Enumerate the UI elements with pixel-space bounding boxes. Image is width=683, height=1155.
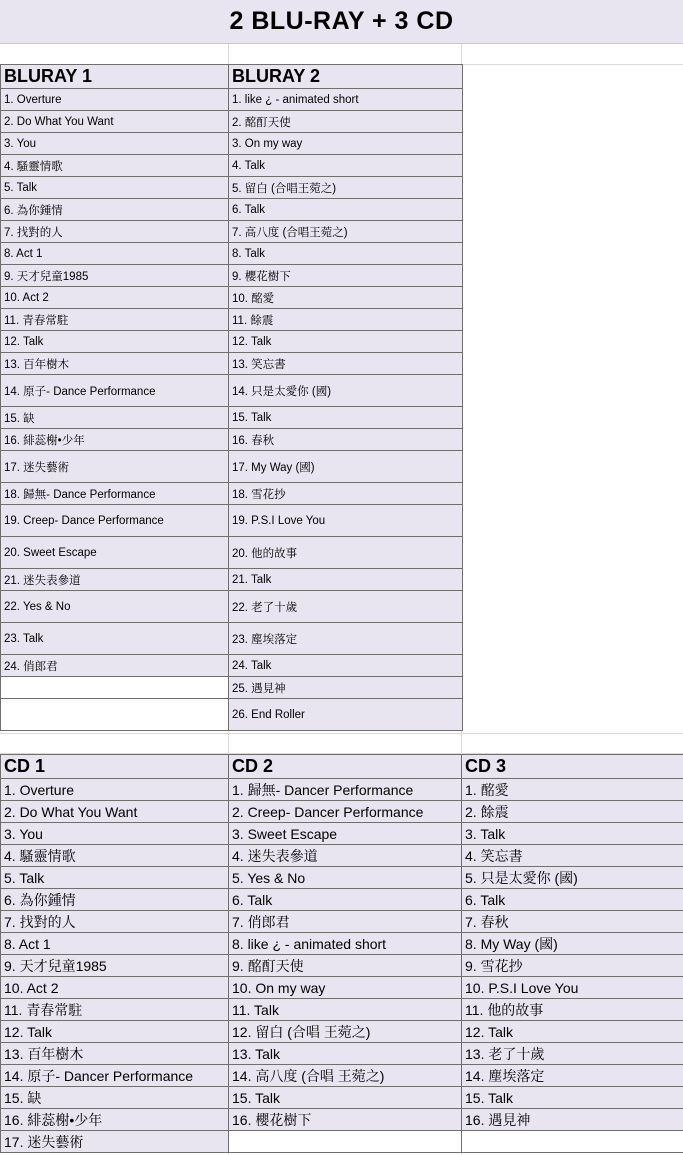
bluray-row (1, 407, 463, 429)
cd-1-track-cell[interactable]: 2. Do What You Want (1, 801, 229, 823)
bluray-1-track-cell[interactable]: 7. 找對的人 (1, 221, 229, 243)
bluray-1-track-cell[interactable]: 5. Talk (1, 177, 229, 199)
bluray-row (1, 505, 463, 537)
bluray-row (1, 331, 463, 353)
cd-3-track-cell[interactable]: 15. Talk (462, 1087, 683, 1109)
cd-row (1, 955, 683, 977)
bluray-1-track-cell[interactable]: 23. Talk (1, 623, 229, 655)
bluray-row (1, 429, 463, 451)
cd-3-track-cell[interactable]: 14. 塵埃落定 (462, 1065, 683, 1087)
bluray-1-track-cell[interactable]: 1. Overture (1, 89, 229, 111)
cd-1-track-cell[interactable]: 6. 為你鍾情 (1, 889, 229, 911)
bluray-row (1, 655, 463, 677)
bluray-1-track-cell[interactable]: 3. You (1, 133, 229, 155)
bluray-2-track-cell[interactable]: 12. Talk (229, 331, 463, 353)
cd-3-track-cell[interactable] (462, 1131, 683, 1153)
bluray-2-track-cell[interactable]: 21. Talk (229, 569, 463, 591)
bluray-row (1, 677, 463, 699)
cd-3-track-cell[interactable]: 3. Talk (462, 823, 683, 845)
bluray-2-track-cell[interactable]: 10. 酩愛 (229, 287, 463, 309)
cd-3-track-cell[interactable]: 9. 雪花抄 (462, 955, 683, 977)
cd-3-track-cell[interactable]: 10. P.S.I Love You (462, 977, 683, 999)
cd-2-track-cell[interactable]: 5. Yes & No (229, 867, 462, 889)
bluray-2-track-cell[interactable]: 15. Talk (229, 407, 463, 429)
bluray-row (1, 623, 463, 655)
page-title: 2 BLU-RAY + 3 CD (0, 0, 683, 44)
cd-1-track-cell[interactable]: 15. 缺 (1, 1087, 229, 1109)
cd-row (1, 1065, 683, 1087)
bluray-1-track-cell[interactable]: 8. Act 1 (1, 243, 229, 265)
bluray-1-track-cell[interactable]: 6. 為你鍾情 (1, 199, 229, 221)
bluray-row (1, 199, 463, 221)
bluray-1-track-cell[interactable]: 16. 緋蕊榭•少年 (1, 429, 229, 451)
bluray-1-track-cell[interactable]: 4. 騷靈情歌 (1, 155, 229, 177)
cd-2-track-cell[interactable]: 1. 歸無- Dancer Performance (229, 779, 462, 801)
cd-1-track-cell[interactable]: 13. 百年樹木 (1, 1043, 229, 1065)
bluray-2-track-cell[interactable]: 18. 雪花抄 (229, 483, 463, 505)
cd-3-track-cell[interactable]: 2. 餘震 (462, 801, 683, 823)
bluray-1-track-cell[interactable]: 2. Do What You Want (1, 111, 229, 133)
bluray-2-track-cell[interactable]: 17. My Way (國) (229, 451, 463, 483)
cd-1-track-cell[interactable]: 14. 原子- Dancer Performance (1, 1065, 229, 1087)
cd-row (1, 1043, 683, 1065)
cd-2-track-cell[interactable]: 14. 高八度 (合唱 王菀之) (229, 1065, 462, 1087)
bluray-row (1, 591, 463, 623)
bluray-1-track-cell[interactable]: 12. Talk (1, 331, 229, 353)
cd-2-track-cell[interactable]: 9. 酩酊天使 (229, 955, 462, 977)
bluray-row (1, 265, 463, 287)
bluray-2-track-cell[interactable]: 23. 塵埃落定 (229, 623, 463, 655)
bluray-1-track-cell[interactable] (1, 699, 229, 731)
bluray-row (1, 569, 463, 591)
bluray-2-track-cell[interactable]: 24. Talk (229, 655, 463, 677)
bluray-1-track-cell[interactable]: 21. 迷失表參道 (1, 569, 229, 591)
cd-3-track-cell[interactable]: 6. Talk (462, 889, 683, 911)
bluray-row (1, 133, 463, 155)
bluray-row (1, 243, 463, 265)
bluray-2-track-cell[interactable]: 16. 春秋 (229, 429, 463, 451)
cd-2-track-cell[interactable]: 7. 俏郎君 (229, 911, 462, 933)
cd-row (1, 779, 683, 801)
cd-row (1, 1131, 683, 1153)
bluray-2-track-cell[interactable]: 14. 只是太愛你 (國) (229, 375, 463, 407)
bluray-2-track-cell[interactable]: 2. 酩酊天使 (229, 111, 463, 133)
bluray-2-track-cell[interactable]: 25. 遇見神 (229, 677, 463, 699)
bluray-2-track-cell[interactable]: 11. 餘震 (229, 309, 463, 331)
cd-1-track-cell[interactable]: 1. Overture (1, 779, 229, 801)
bluray-table (0, 64, 463, 731)
bluray-row (1, 699, 463, 731)
bluray-2-track-cell[interactable]: 1. like ¿ - animated short (229, 89, 463, 111)
grid-row-line (0, 733, 683, 734)
bluray-1-track-cell[interactable]: 22. Yes & No (1, 591, 229, 623)
cd-2-track-cell[interactable]: 10. On my way (229, 977, 462, 999)
bluray-2-track-cell[interactable]: 26. End Roller (229, 699, 463, 731)
cd-3-track-cell[interactable]: 5. 只是太愛你 (國) (462, 867, 683, 889)
cd-1-track-cell[interactable]: 17. 迷失藝術 (1, 1131, 229, 1153)
bluray-2-track-cell[interactable]: 4. Talk (229, 155, 463, 177)
bluray-2-track-cell[interactable]: 3. On my way (229, 133, 463, 155)
cd-1-track-cell[interactable]: 9. 天才兒童1985 (1, 955, 229, 977)
cd-row (1, 933, 683, 955)
cd-3-track-cell[interactable]: 11. 他的故事 (462, 999, 683, 1021)
cd-2-track-cell[interactable]: 3. Sweet Escape (229, 823, 462, 845)
cd-row (1, 845, 683, 867)
cd-row (1, 999, 683, 1021)
bluray-1-track-cell[interactable]: 14. 原子- Dance Performance (1, 375, 229, 407)
cd-3-track-cell[interactable]: 4. 笑忘書 (462, 845, 683, 867)
cd-1-track-cell[interactable]: 8. Act 1 (1, 933, 229, 955)
bluray-1-track-cell[interactable]: 24. 俏郎君 (1, 655, 229, 677)
cd-2-track-cell[interactable]: 4. 迷失表參道 (229, 845, 462, 867)
cd-row (1, 823, 683, 845)
bluray-1-track-cell[interactable]: 10. Act 2 (1, 287, 229, 309)
bluray-row (1, 111, 463, 133)
bluray-row (1, 309, 463, 331)
cd-1-track-cell[interactable]: 3. You (1, 823, 229, 845)
bluray-1-header[interactable]: BLURAY 1 (1, 65, 229, 89)
cd-row (1, 801, 683, 823)
cd-1-header[interactable]: CD 1 (1, 755, 229, 779)
cd-3-track-cell[interactable]: 16. 遇見神 (462, 1109, 683, 1131)
cd-2-track-cell[interactable]: 11. Talk (229, 999, 462, 1021)
bluray-1-track-cell[interactable]: 9. 天才兒童1985 (1, 265, 229, 287)
bluray-row (1, 483, 463, 505)
bluray-2-header[interactable]: BLURAY 2 (229, 65, 463, 89)
cd-2-track-cell[interactable]: 16. 櫻花樹下 (229, 1109, 462, 1131)
cd-3-track-cell[interactable]: 1. 酩愛 (462, 779, 683, 801)
bluray-1-track-cell[interactable]: 20. Sweet Escape (1, 537, 229, 569)
bluray-row (1, 177, 463, 199)
bluray-row (1, 375, 463, 407)
bluray-row (1, 287, 463, 309)
bluray-2-track-cell[interactable]: 5. 留白 (合唱王菀之) (229, 177, 463, 199)
cd-row (1, 911, 683, 933)
cd-row (1, 867, 683, 889)
cd-2-track-cell[interactable]: 13. Talk (229, 1043, 462, 1065)
bluray-1-track-cell[interactable]: 13. 百年樹木 (1, 353, 229, 375)
cd-1-track-cell[interactable]: 11. 青春常駐 (1, 999, 229, 1021)
cd-1-track-cell[interactable]: 12. Talk (1, 1021, 229, 1043)
cd-1-track-cell[interactable]: 7. 找對的人 (1, 911, 229, 933)
cd-table (0, 754, 683, 1153)
bluray-1-track-cell[interactable]: 19. Creep- Dance Performance (1, 505, 229, 537)
bluray-2-track-cell[interactable]: 13. 笑忘書 (229, 353, 463, 375)
bluray-2-track-cell[interactable]: 6. Talk (229, 199, 463, 221)
bluray-row (1, 537, 463, 569)
cd-row (1, 889, 683, 911)
cd-1-track-cell[interactable]: 10. Act 2 (1, 977, 229, 999)
bluray-row (1, 221, 463, 243)
bluray-1-track-cell[interactable]: 11. 青春常駐 (1, 309, 229, 331)
cd-2-track-cell[interactable]: 8. like ¿ - animated short (229, 933, 462, 955)
cd-2-track-cell[interactable]: 12. 留白 (合唱 王菀之) (229, 1021, 462, 1043)
cd-2-track-cell[interactable]: 15. Talk (229, 1087, 462, 1109)
cd-3-track-cell[interactable]: 8. My Way (國) (462, 933, 683, 955)
bluray-2-track-cell[interactable]: 9. 櫻花樹下 (229, 265, 463, 287)
bluray-row (1, 89, 463, 111)
bluray-2-track-cell[interactable]: 7. 高八度 (合唱王菀之) (229, 221, 463, 243)
bluray-1-track-cell[interactable] (1, 677, 229, 699)
cd-2-header[interactable]: CD 2 (229, 755, 462, 779)
cd-1-track-cell[interactable]: 16. 緋蕊榭•少年 (1, 1109, 229, 1131)
bluray-2-track-cell[interactable]: 22. 老了十歲 (229, 591, 463, 623)
cd-1-track-cell[interactable]: 5. Talk (1, 867, 229, 889)
cd-row (1, 977, 683, 999)
cd-1-track-cell[interactable]: 4. 騷靈情歌 (1, 845, 229, 867)
cd-2-track-cell[interactable] (229, 1131, 462, 1153)
cd-3-track-cell[interactable]: 13. 老了十歲 (462, 1043, 683, 1065)
cd-3-track-cell[interactable]: 7. 春秋 (462, 911, 683, 933)
cd-3-track-cell[interactable]: 12. Talk (462, 1021, 683, 1043)
cd-row (1, 1087, 683, 1109)
bluray-2-track-cell[interactable]: 19. P.S.I Love You (229, 505, 463, 537)
cd-2-track-cell[interactable]: 2. Creep- Dancer Performance (229, 801, 462, 823)
bluray-row (1, 451, 463, 483)
bluray-row (1, 353, 463, 375)
bluray-1-track-cell[interactable]: 15. 缺 (1, 407, 229, 429)
cd-row (1, 1109, 683, 1131)
bluray-2-track-cell[interactable]: 8. Talk (229, 243, 463, 265)
cd-2-track-cell[interactable]: 6. Talk (229, 889, 462, 911)
cd-3-header[interactable]: CD 3 (462, 755, 683, 779)
bluray-1-track-cell[interactable]: 17. 迷失藝術 (1, 451, 229, 483)
bluray-row (1, 155, 463, 177)
bluray-2-track-cell[interactable]: 20. 他的故事 (229, 537, 463, 569)
bluray-1-track-cell[interactable]: 18. 歸無- Dance Performance (1, 483, 229, 505)
cd-row (1, 1021, 683, 1043)
